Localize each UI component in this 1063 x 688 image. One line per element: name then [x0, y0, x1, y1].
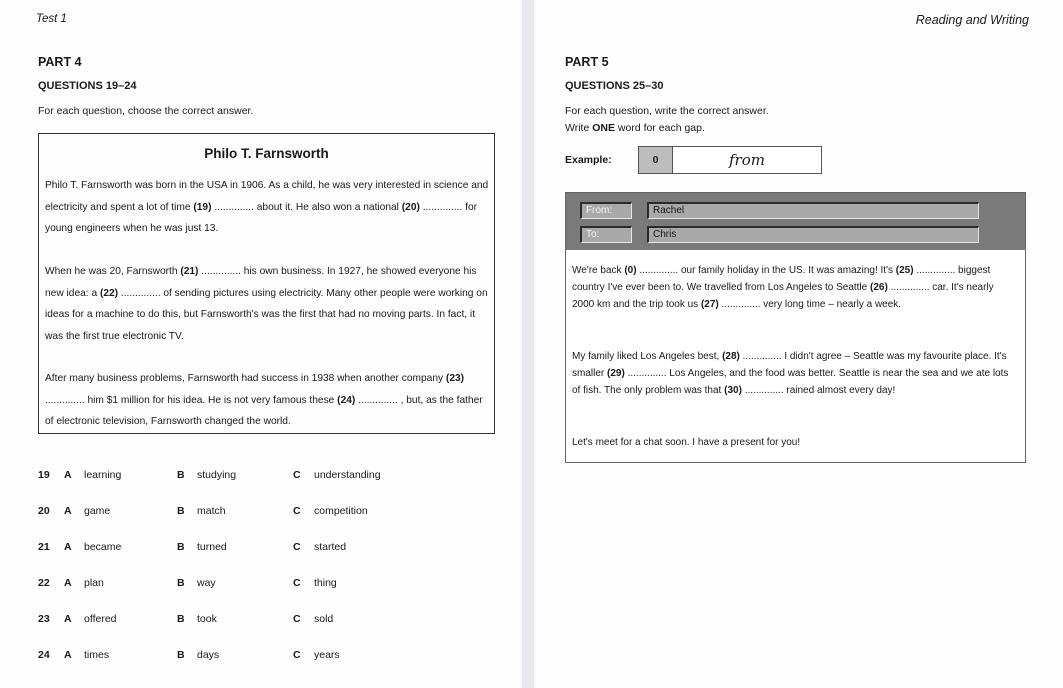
option-text[interactable]: way	[197, 577, 216, 589]
page-header-left: Test 1	[36, 13, 67, 25]
option-text[interactable]: turned	[197, 541, 227, 553]
option-row-19	[38, 469, 438, 485]
option-row-22	[38, 577, 438, 593]
question-number: 24	[38, 649, 50, 661]
option-text[interactable]: learning	[84, 469, 122, 481]
article-title: Philo T. Farnsworth	[204, 146, 329, 161]
to-label: To:	[580, 226, 632, 243]
question-number: 22	[38, 577, 50, 589]
option-row-24	[38, 649, 438, 665]
questions-heading: QUESTIONS 19–24	[38, 80, 137, 92]
article-paragraph-3: After many business problems, Farnsworth had success in 1938 when another company (23) .............. him $1 million for his idea. He is not very famous these (24) .............. , but, as the father of electronic television, Farnsworth changed the world.	[45, 373, 483, 427]
option-letter: C	[293, 469, 301, 481]
part-title: PART 4	[38, 55, 82, 69]
option-text[interactable]: started	[314, 541, 347, 553]
option-text[interactable]: plan	[84, 577, 104, 589]
option-letter: C	[293, 505, 301, 517]
option-text[interactable]: offered	[84, 613, 117, 625]
example-label: Example:	[565, 154, 612, 166]
option-row-23	[38, 613, 438, 629]
option-row-20	[38, 505, 438, 521]
example-answer: from	[729, 151, 765, 169]
instruction-text-right: For each question, write the correct answer. Write ONE word for each gap.	[565, 105, 769, 134]
option-letter: A	[64, 505, 72, 517]
example-number: 0	[639, 147, 673, 173]
option-text[interactable]: took	[197, 613, 217, 625]
option-text[interactable]: years	[314, 649, 340, 661]
option-text[interactable]: sold	[314, 613, 334, 625]
option-letter: C	[293, 649, 301, 661]
option-text[interactable]: competition	[314, 505, 368, 517]
option-letter: A	[64, 613, 72, 625]
option-text[interactable]: became	[84, 541, 122, 553]
option-text[interactable]: thing	[314, 577, 337, 589]
option-letter: A	[64, 649, 72, 661]
part-title-right: PART 5	[565, 55, 609, 69]
email-paragraph-1: We're back (0) .............. our family holiday in the US. It was amazing! It's (25) .............. biggest country I've ever been to. We travelled from Los Angeles to Seattle (26) .............. car. It's nearly 2000 km and the trip took us (27) .............. very long time – nearly a week.	[572, 265, 994, 311]
option-letter: A	[64, 577, 72, 589]
option-letter: B	[177, 469, 185, 481]
email-box	[565, 192, 1026, 463]
option-letter: C	[293, 613, 301, 625]
option-text[interactable]: understanding	[314, 469, 381, 481]
email-paragraph-2: My family liked Los Angeles best, (28) .............. I didn't agree – Seattle was my favourite place. It's smaller (29) .............. Los Angeles, and the food was better. Seattle is near the sea and we ate lots of fish. The only problem was that (30) .............. rained almost every day!	[572, 351, 1009, 397]
email-header	[566, 193, 1025, 250]
option-text[interactable]: studying	[197, 469, 237, 481]
option-text[interactable]: days	[197, 649, 220, 661]
option-row-21	[38, 541, 438, 557]
option-text[interactable]: match	[197, 505, 226, 517]
left-page	[0, 0, 522, 688]
question-number: 20	[38, 505, 50, 517]
option-letter: A	[64, 469, 72, 481]
example-box	[638, 146, 822, 174]
question-number: 21	[38, 541, 50, 553]
article-paragraph-2: When he was 20, Farnsworth (21) .............. his own business. In 1927, he showed everyone his new idea: a (22) .............. of sending pictures using electricity. Many other people were working on ideas for a machine to do this, but Farnsworth's was the first that had no moving parts. In fact, it was the first true electronic TV.	[45, 266, 488, 342]
option-letter: B	[177, 613, 185, 625]
option-letter: A	[64, 541, 72, 553]
option-letter: B	[177, 541, 185, 553]
option-letter: B	[177, 505, 185, 517]
article-box	[38, 133, 495, 434]
article-paragraph-1: Philo T. Farnsworth was born in the USA in 1906. As a child, he was very interested in science and electricity and spent a lot of time (19) .............. about it. He also won a national (20) .............. for young engineers when he was just 13.	[45, 180, 489, 234]
question-number: 19	[38, 469, 50, 481]
from-label: From:	[580, 202, 632, 219]
option-letter: B	[177, 649, 185, 661]
questions-heading-right: QUESTIONS 25–30	[565, 80, 664, 92]
page-header-right: Reading and Writing	[915, 13, 1029, 27]
to-field: Chris	[647, 226, 979, 243]
option-letter: B	[177, 577, 185, 589]
option-letter: C	[293, 541, 301, 553]
email-paragraph-3: Let's meet for a chat soon. I have a present for you!	[572, 437, 801, 448]
option-letter: C	[293, 577, 301, 589]
option-text[interactable]: times	[84, 649, 110, 661]
question-number: 23	[38, 613, 50, 625]
from-field: Rachel	[647, 202, 979, 219]
instruction-text: For each question, choose the correct answer.	[38, 105, 254, 117]
option-text[interactable]: game	[84, 505, 111, 517]
